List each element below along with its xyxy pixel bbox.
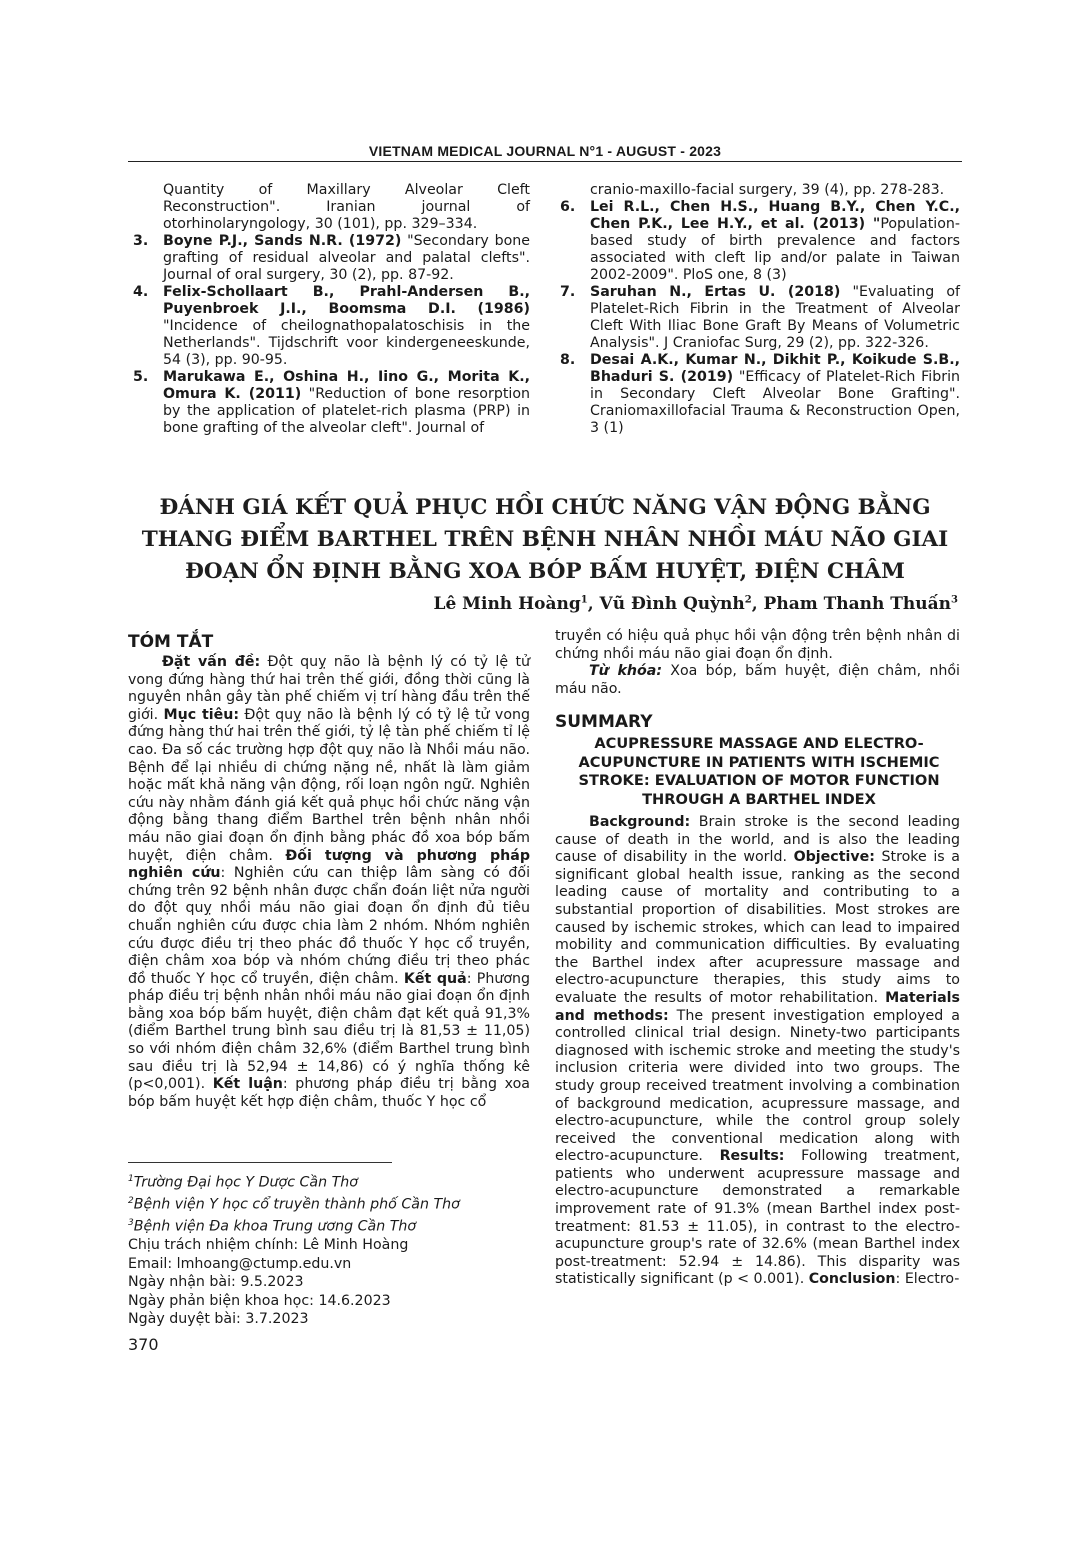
reference-5-continued: cranio-maxillo-facial surgery, 39 (4), pp. 278-283. [590,182,945,198]
article-title: ĐÁNH GIÁ KẾT QUẢ PHỤC HỒI CHỨC NĂNG VẬN ĐỘNG BẰNG THANG ĐIỂM BARTHEL TRÊN BỆNH NHÂN NHỒI MÁU NÃO GIAI ĐOẠN ỔN ĐỊNH BẰNG XOA BÓP BẤM HUYỆT, ĐIỆN CHÂM [141,495,949,584]
reference-6: 6. Lei R.L., Chen H.S., Huang B.Y., Chen Y.C., Chen P.K., Lee H.Y., et al. (2013) "Population-based study of birth prevalence and factors associated with cleft lip and/or palate in Taiwan 2002-2009". PloS one, 8 (3) [560,199,960,283]
journal-header: VIETNAM MEDICAL JOURNAL N°1 - AUGUST - 2023 [368,143,722,159]
references-right [555,182,960,437]
author-name: , Pham Thanh Thuấn [751,594,952,614]
corresponding-author: Chịu trách nhiệm chính: Lê Minh Hoàng [128,1237,409,1254]
date-accepted: Ngày duyệt bài: 3.7.2023 [128,1311,309,1328]
summary-body: Background: Brain stroke is the second leading cause of death in the world, and is also the leading cause of disability in the world. Objective: Stroke is a significant global health issue, ranking as the second leading cause of mortality and contributing to a substantial proportion of disabilities. Most strokes are caused by ischemic strokes, which can lead to impaired mobility and communication difficulties. By evaluating the Barthel index after acupressure massage and electro-acupuncture therapies, this study aims to evaluate the results of motor rehabilitation. Materials and methods: The present investigation employed a controlled clinical trial design. Ninety-two participants diagnosed with ischemic stroke and meeting the study's inclusion criteria were divided into two groups. The study group received treatment involving a combination of background medication, acupressure massage, and electro-acupuncture, while the control group solely received the conventional medication along with electro-acupuncture. Results: Following treatment, patients who underwent acupressure massage and electro-acupuncture demonstrated a remarkable improvement rate of 91.3% (mean Barthel index post-treatment: 81.53 ± 11.05), in contrast to the electro-acupuncture group's rate of 32.6% (mean Barthel index post-treatment: 52.94 ± 14.86). This disparity was statistically significant (p < 0.001). Conclusion: Electro- [555,814,961,1288]
abstract-vn-continued: truyền có hiệu quả phục hồi vận động trên bệnh nhân di chứng nhồi máu não giai đoạn ổn định. Từ khóa: Xoa bóp, bấm huyệt, điện châm, nhồi máu não. [555,628,961,697]
summary-heading: SUMMARY [555,712,653,732]
reference-2-continued: Quantity of Maxillary Alveolar Cleft Reconstruction". Iranian journal of otorhinolaryngology, 30 (101), pp. 329–334. [163,182,530,232]
abstract-vn-body: Đặt vấn đề: Đột quỵ não là bệnh lý có tỷ lệ tử vong đứng hàng thứ hai trên thế giới, đồng thời cũng là nguyên nhân gây tàn phế chiếm vị trí hàng đầu trên thế giới. Mục tiêu: Đột quỵ não là bệnh lý có tỷ lệ tử vong đứng hàng thứ hai trên thế giới, tỷ lệ tàn phế chiếm tỉ lệ cao. Đa số các trường hợp đột quỵ não là Nhồi máu não. Bệnh để lại nhiều di chứng nặng nề, nhất là làm giảm hoặc mất khả năng vận động, rối loạn ngôn ngữ. Nghiên cứu này nhằm đánh giá kết quả phục hồi chức năng vận động bằng thang điểm Barthel trên bệnh nhân nhồi máu não giai đoạn ổn định bằng phác đồ xoa bóp bấm huyệt, điện châm. Đối tượng và phương pháp nghiên cứu: Nghiên cứu can thiệp lâm sàng có đối chứng trên 92 bệnh nhân được chẩn đoán liệt nửa người do đột quỵ nhồi máu não giai đoạn ổn định đủ tiêu chuẩn nghiên cứu được chia làm 2 nhóm. Nhóm nghiên cứu được điều trị theo phác đồ thuốc Y học cổ truyền, điện châm xoa bóp và nhóm chứng điều trị theo phác đồ thuốc Y học cổ truyền, điện châm. Kết quả: Phương pháp điều trị bệnh nhân nhồi máu não giai đoạn ổn định bằng xoa bóp bấm huyệt, điện châm đạt kết quả 91,3% (điểm Barthel trung bình sau điều trị là 81,53 ± 11,05) so với nhóm điện châm 32,6% (điểm Barthel trung bình sau điều trị là 52,94 ± 14,86) có ý nghĩa thống kê (p<0,001). Kết luận: phương pháp điều trị bằng xoa bóp bấm huyệt kết hợp điện châm, thuốc Y học cổ [128,654,531,1110]
reference-3: 3. Boyne P.J., Sands N.R. (1972) "Secondary bone grafting of residual alveolar and palatal clefts". Journal of oral surgery, 30 (2), pp. 87-92. [133,233,530,283]
date-received: Ngày nhận bài: 9.5.2023 [128,1274,304,1291]
author-name: , Vũ Đình Quỳnh [587,594,745,614]
affiliation-3: $^3$Bệnh viện Đa khoa Trung ương Cần Thơ [128,1218,417,1236]
references-left [128,182,530,437]
footnote-rule [128,1162,392,1163]
author-name: Lê Minh Hoàng [433,594,581,614]
date-reviewed: Ngày phản biện khoa học: 14.6.2023 [128,1292,391,1309]
affiliation-1: $^1$Trường Đại học Y Dược Cần Thơ [128,1174,358,1191]
abstract-heading: TÓM TẮT [128,632,214,652]
reference-5: 5. Marukawa E., Oshina H., Iino G., Morita K., Omura K. (2011) "Reduction of bone resorption by the application of platelet-rich plasma (PRP) in bone grafting of the alveolar cleft". Journal of [133,369,530,436]
reference-7: 7. Saruhan N., Ertas U. (2018) "Evaluating of Platelet-Rich Fibrin in the Treatment of Alveolar Cleft With Iliac Bone Graft By Means of Volumetric Analysis". J Craniofac Surg, 29 (2), pp. 322-326. [560,284,960,351]
page-number: 370 [128,1335,159,1354]
reference-4: 4. Felix-Schollaart B., Prahl-Andersen B., Puyenbroek J.I., Boomsma D.I. (1986) "Incidence of cheilognathopalatoschisis in the Netherlands". Tijdschrift voor kindergeneeskunde, 54 (3), pp. 90-95. [133,284,530,368]
author-line: Lê Minh Hoàng$^1$, Vũ Đình Quỳnh$^2$, Pham Thanh Thuấn$^3$ [433,594,958,614]
footnotes [128,1170,528,1328]
email: Email: lmhoang@ctump.edu.vn [128,1255,352,1272]
header-rule [128,161,962,162]
affiliation-2: $^2$Bệnh viện Y học cổ truyền thành phố Cần Thơ [128,1196,460,1213]
reference-8: 8. Desai A.K., Kumar N., Dikhit P., Koikude S.B., Bhaduri S. (2019) "Efficacy of Platelet-Rich Fibrin in Secondary Cleft Alveolar Bone Grafting". Craniomaxillofacial Trauma & Reconstruction Open, 3 (1) [560,352,960,436]
summary-title: ACUPRESSURE MASSAGE AND ELECTRO-ACUPUNCTURE IN PATIENTS WITH ISCHEMIC STROKE: EVALUATION OF MOTOR FUNCTION THROUGH A BARTHEL INDEX [578,735,940,808]
